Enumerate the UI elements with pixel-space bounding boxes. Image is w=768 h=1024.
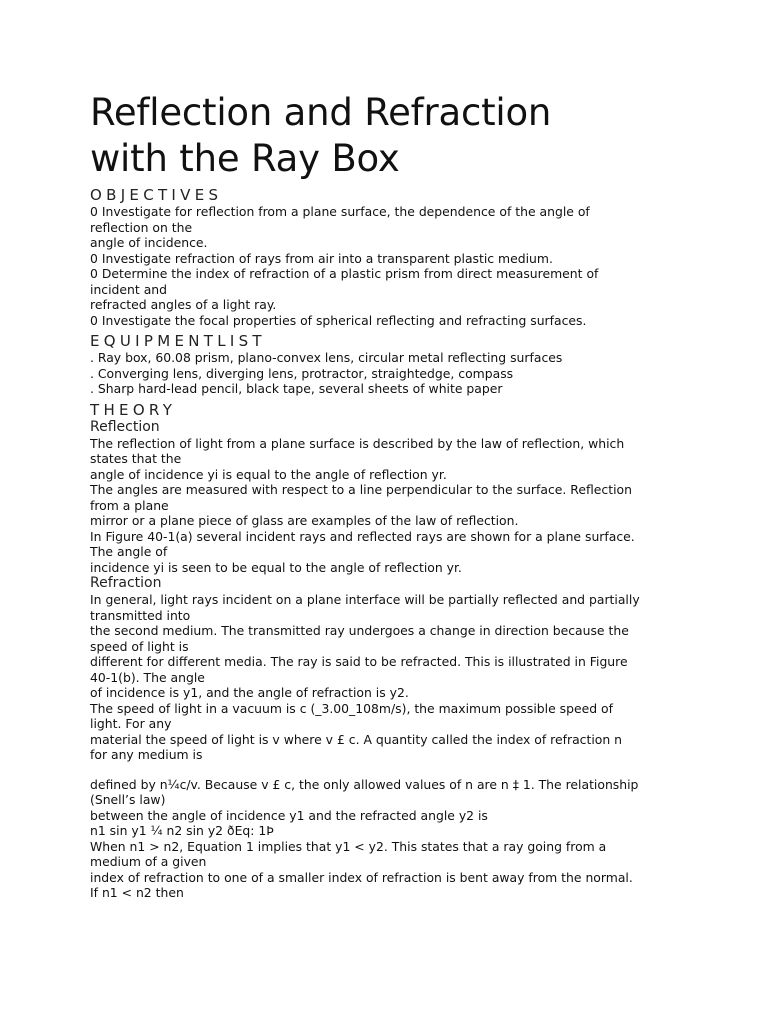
equipment-line: . Ray box, 60.08 prism, plano-convex lens, circular metal reflecting surfaces (90, 350, 563, 365)
equipment-list (90, 350, 690, 397)
refraction-line: If n1 < n2 then (90, 885, 184, 900)
objectives-line: 0 Investigate refraction of rays from air into a transparent plastic medium. (90, 250, 553, 266)
refraction-line: (Snell’s law) (90, 792, 166, 807)
reflection-line: The angle of (90, 544, 168, 559)
refraction-line: light. For any (90, 716, 172, 731)
paragraph-gap (90, 763, 690, 777)
document-content (90, 90, 690, 901)
refraction-line: 40-1(b). The angle (90, 669, 205, 685)
reflection-line: from a plane (90, 497, 169, 513)
reflection-line: In Figure 40-1(a) several incident rays and reflected rays are shown for a plane surface. (90, 528, 635, 544)
equipment-line: . Converging lens, diverging lens, protractor, straightedge, compass (90, 365, 514, 381)
equipment-heading: EQUIPMENTLIST (90, 332, 266, 350)
objectives-line: refracted angles of a light ray. (90, 297, 277, 312)
refraction-line: between the angle of incidence y1 and the refracted angle y2 is (90, 807, 488, 823)
refraction-text (90, 592, 690, 901)
objectives-line: incident and (90, 281, 167, 297)
theory-heading: THEORY (90, 400, 177, 419)
objectives-line: 0 Determine the index of refraction of a plastic prism from direct measurement of (90, 266, 599, 281)
objectives-line: 0 Investigate for reflection from a plane surface, the dependence of the angle of (90, 204, 590, 219)
title-line-2: with the Ray Box (90, 137, 400, 180)
refraction-line: for any medium is (90, 747, 203, 762)
objectives-heading: OBJECTIVES (90, 186, 223, 204)
refraction-line: the second medium. The transmitted ray undergoes a change in direction because the (90, 623, 629, 638)
title-line-1: Reflection and Refraction (90, 91, 552, 134)
refraction-line: different for different media. The ray is said to be refracted. This is illustrated in Figure (90, 654, 628, 669)
refraction-line: transmitted into (90, 607, 191, 623)
refraction-line: index of refraction to one of a smaller index of refraction is bent away from the normal. (90, 869, 633, 885)
refraction-line: n1 sin y1 ¼ n2 sin y2 ðEq: 1Þ (90, 823, 274, 838)
refraction-heading: Refraction (90, 575, 162, 591)
refraction-line: When n1 > n2, Equation 1 implies that y1 < y2. This states that a ray going from a (90, 838, 607, 854)
reflection-text (90, 436, 690, 576)
objectives-line: angle of incidence. (90, 235, 208, 250)
refraction-line: speed of light is (90, 638, 189, 654)
objectives-list (90, 204, 690, 328)
reflection-line: angle of incidence yi is equal to the angle of reflection yr. (90, 466, 447, 482)
objectives-line: 0 Investigate the focal properties of spherical reflecting and refracting surfaces. (90, 312, 587, 328)
reflection-heading: Reflection (90, 418, 160, 435)
document-title (90, 90, 690, 182)
refraction-line: The speed of light in a vacuum is c (_3.00_108m/s), the maximum possible speed of (90, 700, 613, 716)
reflection-line: states that the (90, 451, 182, 466)
refraction-line: of incidence is y1, and the angle of refraction is y2. (90, 685, 409, 700)
refraction-line: In general, light rays incident on a plane interface will be partially reflected and partially (90, 592, 640, 607)
refraction-line: defined by n¼c/v. Because v £ c, the only allowed values of n are n ‡ 1. The relationship (90, 776, 639, 792)
reflection-line: The angles are measured with respect to a line perpendicular to the surface. Reflection (90, 482, 632, 497)
objectives-line: reflection on the (90, 219, 193, 235)
refraction-line: material the speed of light is v where v £ c. A quantity called the index of refraction n (90, 731, 623, 747)
refraction-line: medium of a given (90, 854, 207, 869)
reflection-line: The reflection of light from a plane surface is described by the law of reflection, which (90, 435, 625, 451)
reflection-line: incidence yi is seen to be equal to the angle of reflection yr. (90, 559, 462, 575)
equipment-line: . Sharp hard-lead pencil, black tape, several sheets of white paper (90, 381, 503, 396)
reflection-line: mirror or a plane piece of glass are examples of the law of reflection. (90, 513, 519, 528)
